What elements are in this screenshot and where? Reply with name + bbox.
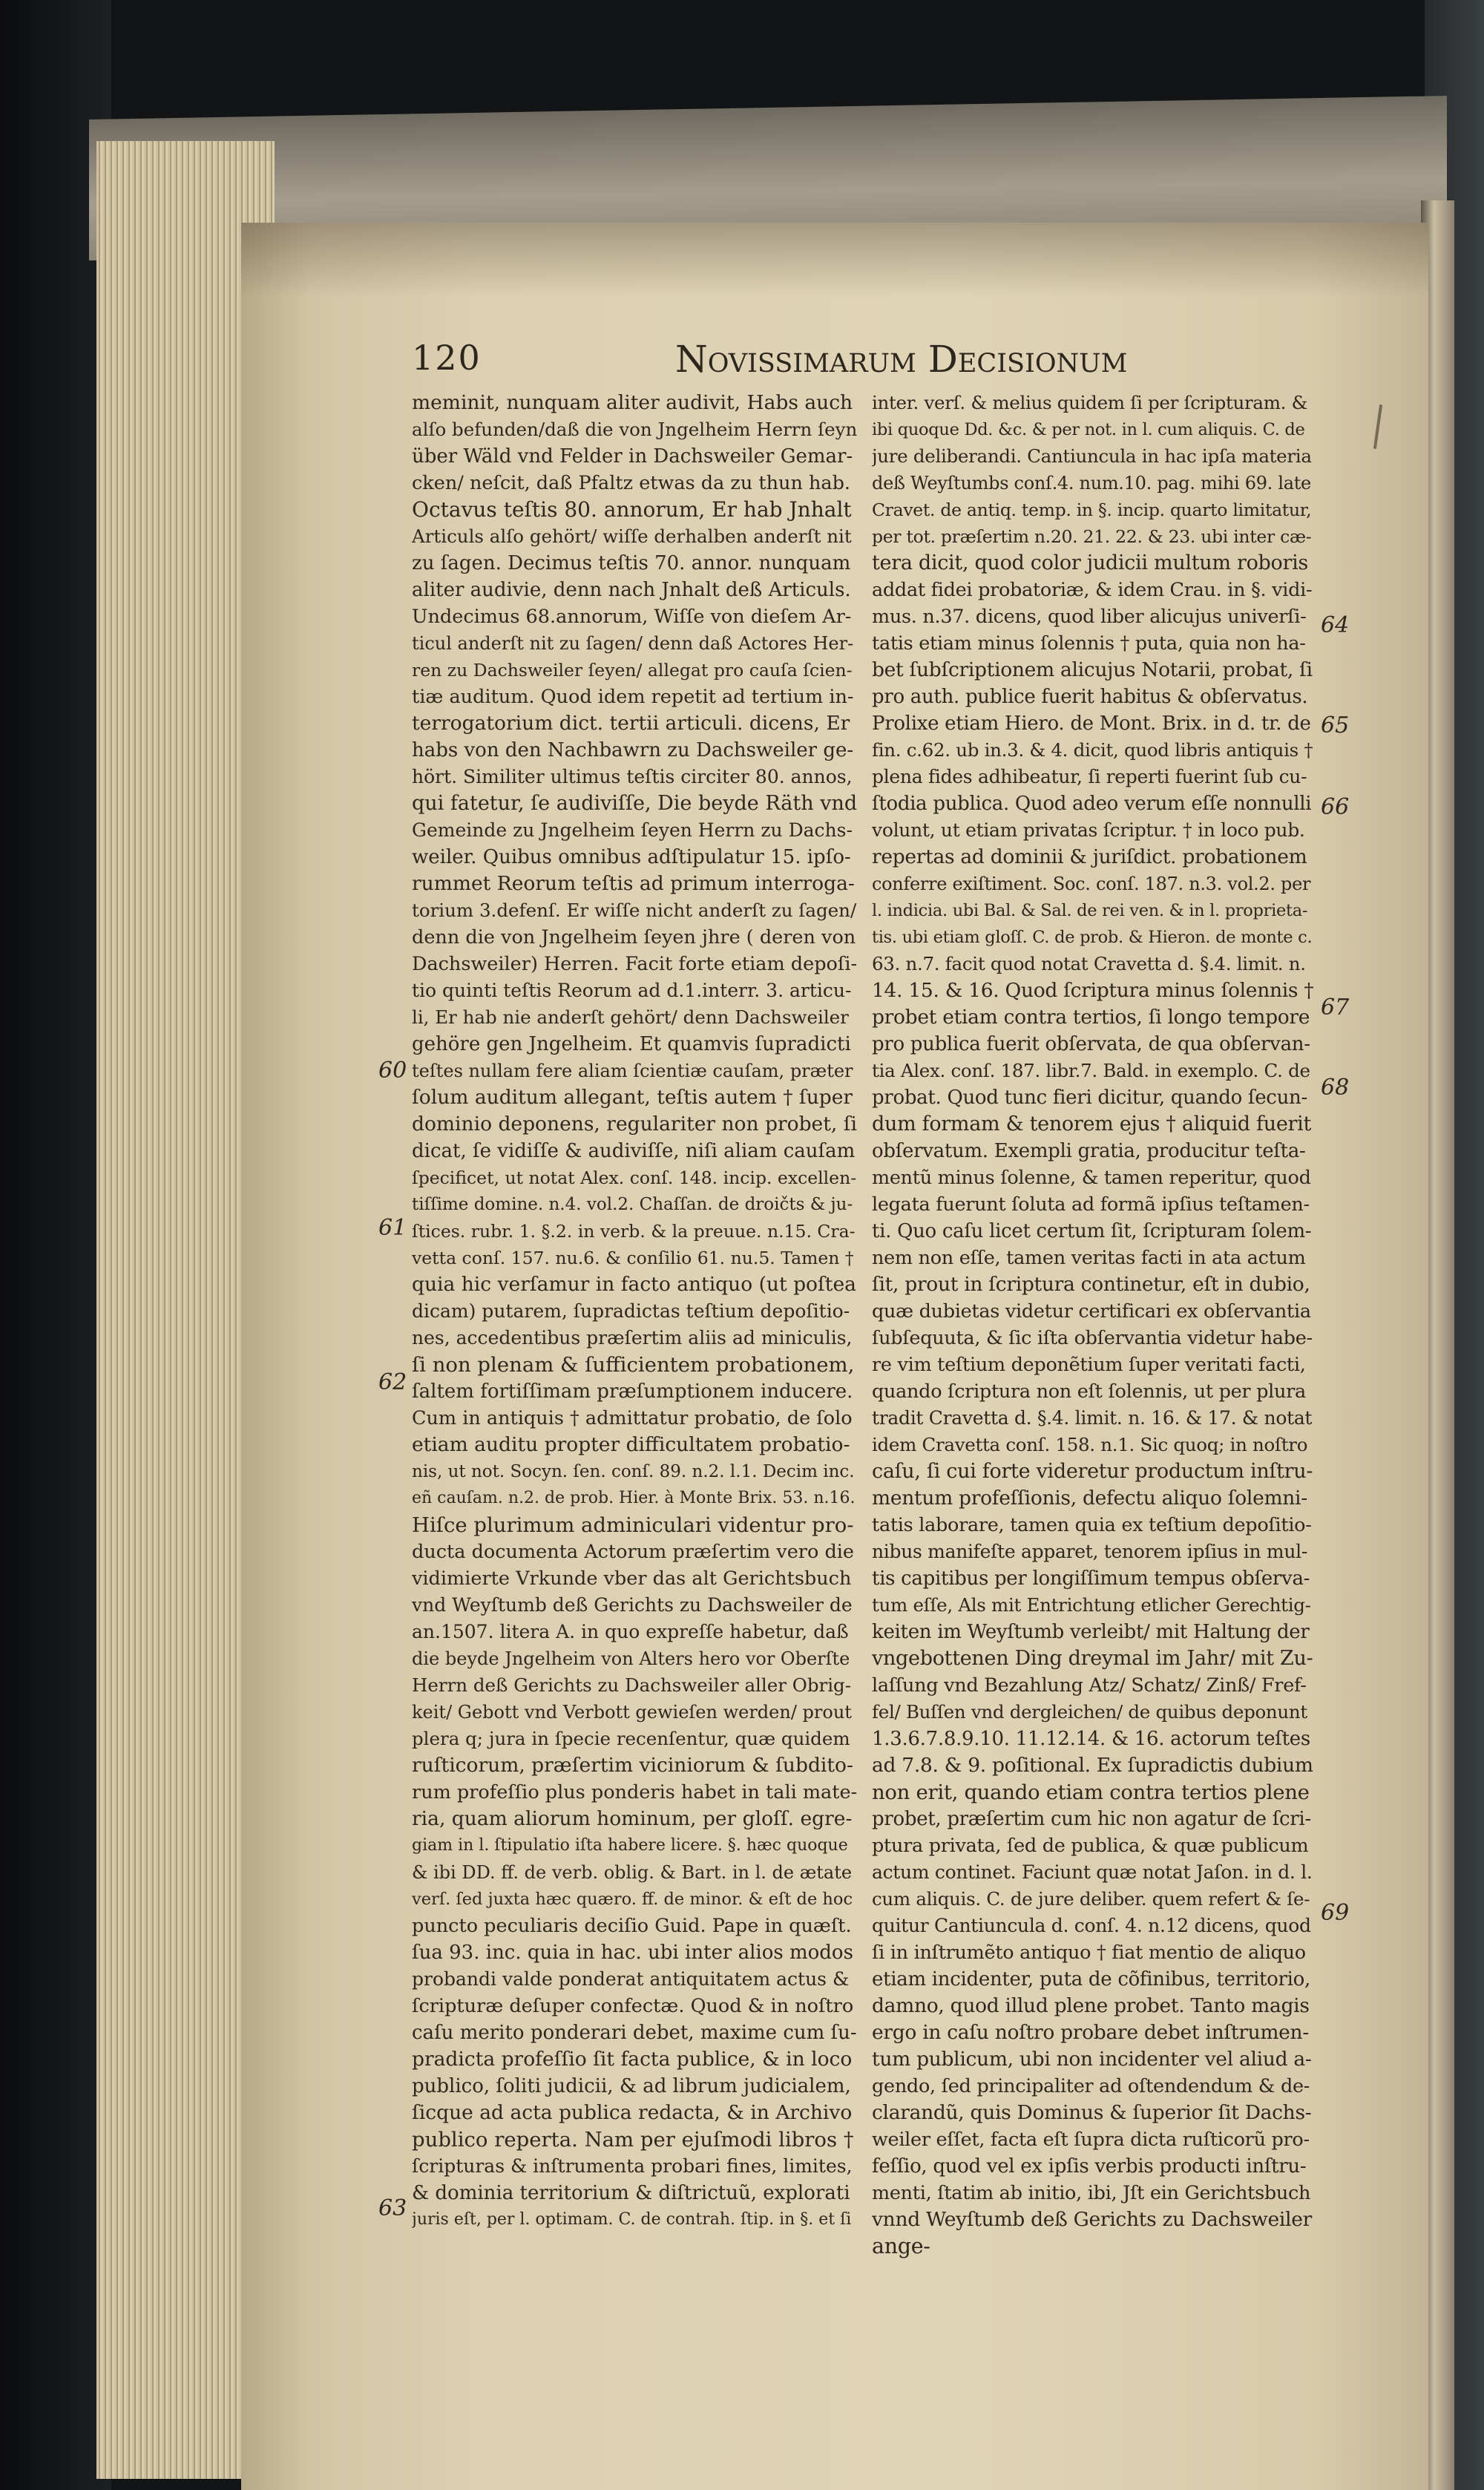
text-line: ſi non plenam & ſufficientem probationem, (412, 1353, 855, 1377)
text-line: clarandũ, quis Dominus & ſuperior ſit Dachs- (872, 2101, 1312, 2124)
text-line: tatis etiam minus ſolennis † puta, quia non ha- (872, 632, 1306, 655)
text-line: tum publicum, ubi non incidenter vel aliud a- (872, 2048, 1312, 2071)
text-line: ſubſequuta, & ſic iſta obſervantia videtur habe- (872, 1327, 1313, 1349)
text-line: ſi in inſtrumẽto antiquo † fiat mentio de aliquo (872, 1942, 1306, 1964)
page-shadow (241, 223, 1428, 297)
text-line: terrogatorium dict. tertii articuli. dicens, Er (412, 712, 850, 735)
text-line: aliter audivie, denn nach Jnhalt deß Articuls. (412, 579, 851, 601)
text-line: an.1507. litera A. in quo expreſſe habetur, daß (412, 1621, 849, 1642)
text-line: weiler. Quibus omnibus adſtipulatur 15. ipſo- (412, 846, 851, 868)
text-line: inter. verſ. & melius quidem ſi per ſcripturam. & (872, 392, 1308, 413)
text-line: zu ſagen. Decimus teſtis 70. annor. nunquam (412, 552, 851, 574)
text-line: ſaltem fortiſſimam præſumptionem inducere. (412, 1380, 853, 1403)
text-line: pro publica fuerit obſervata, de qua obſervan- (872, 1033, 1310, 1055)
text-line: juris eſt, per l. optimam. C. de contrah. ſtip. in §. et ſi (412, 2210, 852, 2229)
text-line: per tot. præſertim n.20. 21. 22. & 23. ubi inter cæ- (872, 526, 1312, 547)
text-line: tia Alex. conſ. 187. libr.7. Bald. in exemplo. C. de (872, 1060, 1310, 1081)
text-line: hört. Similiter ultimus teſtis circiter 80. annos, (412, 766, 853, 787)
text-line: mus. n.37. dicens, quod liber alicujus univerſi- (872, 606, 1307, 628)
text-line: mentum profeſſionis, defectu aliquo ſolemni- (872, 1487, 1307, 1510)
text-line: idem Cravetta conſ. 158. n.1. Sic quoq; in noſtro (872, 1434, 1308, 1455)
text-line: tatis laborare, tamen quia ex teſtium depoſitio- (872, 1514, 1312, 1536)
text-line: deß Weyſtumbs conſ.4. num.10. pag. mihi 69. late (872, 473, 1311, 494)
text-line: probat. Quod tunc fieri dicitur, quando ſecun- (872, 1087, 1307, 1109)
text-line: quitur Cantiuncula d. conſ. 4. n.12 dicens, quod (872, 1915, 1311, 1936)
text-line: non erit, quando etiam contra tertios plene (872, 1780, 1310, 1804)
margin-note-61: 61 (378, 1215, 407, 1241)
text-line: meminit, nunquam aliter audivit, Habs auch (412, 391, 853, 414)
text-line: addat fidei probatoriæ, & idem Crau. in §. vidi- (872, 579, 1313, 601)
text-line: tio quinti teſtis Reorum ad d.1.interr. 3. articu- (412, 980, 852, 1001)
text-line: damno, quod illud plene probet. Tanto magis (872, 1994, 1310, 2017)
text-line: li, Er hab nie anderſt gehört/ denn Dachsweiler (412, 1006, 849, 1028)
text-line: dominio deponens, regulariter non probet, ſi (412, 1113, 857, 1136)
text-line: nes, accedentibus præſertim aliis ad miniculis, (412, 1327, 853, 1349)
text-line: qui fatetur, ſe audiviſſe, Die beyde Räth vnd (412, 792, 857, 815)
left-text-column (412, 390, 857, 2233)
text-line: eñ cauſam. n.2. de prob. Hier. à Monte Brix. 53. n.16. (412, 1489, 856, 1507)
text-line: caſu merito ponderari debet, maxime cum ſu- (412, 2022, 857, 2044)
text-line: ſit, prout in ſcriptura continetur, eſt in dubio, (872, 1273, 1310, 1296)
text-line: cum aliquis. C. de jure deliber. quem refert & ſe- (872, 1888, 1310, 1910)
text-line: Hiſce plurimum adminiculari videntur pro- (412, 1513, 854, 1537)
text-line: plera q; jura in ſpecie recenſentur, quæ quidem (412, 1728, 850, 1749)
text-line: conferre exiſtiment. Soc. conſ. 187. n.3. vol.2. per (872, 874, 1311, 894)
text-line: cken/ neſcit, daß Pfaltz etwas da zu thun hab. (412, 472, 851, 494)
text-line: legata fuerunt ſoluta ad formã ipſius teſtamen- (872, 1193, 1310, 1216)
text-line: ad 7.8. & 9. poſitional. Ex ſupradictis dubium (872, 1754, 1313, 1777)
text-line: quando ſcriptura non eſt ſolennis, ut per plura (872, 1380, 1306, 1403)
text-line: publico, ſoliti judicii, & ad librum judicialem, (412, 2075, 851, 2097)
text-line: ſtodia publica. Quod adeo verum eſſe nonnulli (872, 793, 1312, 815)
text-line: feſſio, quod vel ex ipſis verbis producti inſtru- (872, 2155, 1307, 2178)
text-line: Undecimus 68.annorum, Wiſſe von dieſem Ar- (412, 606, 852, 628)
text-line: dicam) putarem, ſupradictas teſtium depoſitio- (412, 1300, 850, 1322)
text-line: etiam incidenter, puta de cõfinibus, territorio, (872, 1968, 1310, 1991)
text-line: keit/ Gebott vnd Verbott gewieſen werden/ prout (412, 1702, 852, 1723)
text-line: ſolum auditum allegant, teſtis autem † ſuper (412, 1086, 853, 1109)
text-line: & dominia territorium & diſtrictuũ, explorati (412, 2182, 850, 2204)
text-line: Cum in antiquis † admittatur probatio, de ſolo (412, 1407, 853, 1429)
text-line: 63. n.7. facit quod notat Cravetta d. §.4. limit. n. (872, 953, 1306, 974)
text-line: 1.3.6.7.8.9.10. 11.12.14. & 16. actorum teſtes (872, 1728, 1310, 1750)
text-line: publico reperta. Nam per ejuſmodi libros † (412, 2128, 854, 2152)
text-line: menti, ſtatim ab initio, ibi, Jſt ein Gerichtsbuch (872, 2182, 1311, 2204)
text-line: Herrn deß Gerichts zu Dachsweiler aller Obrig- (412, 1674, 852, 1696)
text-line: mentũ minus ſolenne, & tamen reperitur, quod (872, 1167, 1311, 1189)
margin-note-60: 60 (378, 1058, 407, 1084)
text-line: alſo befunden/daß die von Jngelheim Herrn ſeyn (412, 419, 857, 440)
text-line: ſpecificet, ut notat Alex. conſ. 148. incip. excellen- (412, 1167, 857, 1188)
text-line: nem non eſſe, tamen veritas facti in ata actum (872, 1247, 1306, 1269)
text-line: tis capitibus per longiſſimum tempus obſerva- (872, 1567, 1310, 1590)
text-line: puncto peculiaris deciſio Guid. Pape in quæſt. (412, 1915, 852, 1937)
text-line: ti. Quo caſu licet certum ſit, ſcripturam ſolem- (872, 1220, 1312, 1242)
text-line: etiam auditu propter difficultatem probatio- (412, 1433, 850, 1456)
text-line: gehöre gen Jngelheim. Et quamvis ſupradicti (412, 1033, 851, 1055)
text-line: Dachsweiler) Herren. Facit forte etiam depoſi- (412, 953, 857, 975)
text-line: rum profeſſio plus ponderis habet in tali mate- (412, 1781, 857, 1803)
text-line: ſcripturas & inſtrumenta probari fines, limites, (412, 2155, 853, 2177)
text-line: quæ dubietas videtur certificari ex obſervantia (872, 1300, 1311, 1323)
text-line: l. indicia. ubi Bal. & Sal. de rei ven. & in l. proprieta- (872, 901, 1308, 920)
text-line: Cravet. de antiq. temp. in §. incip. quarto limitatur, (872, 499, 1312, 520)
text-line: nis, ut not. Socyn. ſen. conſ. 89. n.2. l.1. Decim inc. (412, 1462, 855, 1481)
text-line: quia hic verſamur in facto antiquo (ut poſtea (412, 1273, 856, 1296)
page-number: 120 (412, 338, 482, 378)
text-line: 14. 15. & 16. Quod ſcriptura minus ſolennis † (872, 979, 1313, 1002)
margin-note-67: 67 (1321, 995, 1350, 1020)
text-line: giam in l. ſtipulatio iſta habere licere. §. hæc quoque (412, 1836, 848, 1855)
text-line: caſu, ſi cui forte videretur productum inſtru- (872, 1460, 1313, 1483)
text-line: ſua 93. inc. quia in hac. ubi inter alios modos (412, 1942, 853, 1964)
text-line: tiæ auditum. Quod idem repetit ad tertium in- (412, 686, 854, 708)
text-line: actum continet. Faciunt quæ notat Jaſon. in d. l. (872, 1861, 1313, 1883)
text-line: ducta documenta Actorum præſertim vero die (412, 1541, 855, 1563)
margin-note-65: 65 (1321, 712, 1350, 738)
text-line: jure deliberandi. Cantiuncula in hac ipſa materia (872, 445, 1312, 467)
margin-note-64: 64 (1321, 612, 1350, 638)
text-line: vnnd Weyſtumb deß Gerichts zu Dachsweiler (872, 2208, 1312, 2231)
text-line: über Wäld vnd Felder in Dachsweiler Gemar- (412, 445, 853, 468)
text-line: ſtices. rubr. 1. §.2. in verb. & la preuue. n.15. Cra- (412, 1221, 856, 1242)
text-line: vnd Weyſtumb deß Gerichts zu Dachsweiler de (412, 1594, 853, 1616)
text-line: probet etiam contra tertios, ſi longo tempore (872, 1006, 1310, 1029)
text-line: tum eſſe, Als mit Entrichtung etlicher Gerechtig- (872, 1594, 1311, 1616)
text-line: ria, quam aliorum hominum, per gloſſ. egre- (412, 1807, 853, 1830)
text-line: habs von den Nachbawrn zu Dachsweiler ge- (412, 739, 854, 761)
text-line: tiſſime domine. n.4. vol.2. Chaſſan. de droičts & ju- (412, 1195, 853, 1214)
text-line: gendo, ſed principaliter ad oſtendendum & de- (872, 2075, 1310, 2097)
text-line: ibi quoque Dd. &c. & per not. in l. cum aliquis. C. de (872, 420, 1305, 439)
text-line: ruſticorum, præſertim viciniorum & ſubdito- (412, 1754, 853, 1777)
text-line: ange- (872, 2234, 930, 2258)
text-line: ſcripturæ deſuper confectæ. Quod & in noſtro (412, 1995, 854, 2017)
book-cover-left (0, 0, 111, 2490)
text-line: volunt, ut etiam privatas ſcriptur. † in loco pub. (872, 819, 1305, 841)
text-line: vngebottenen Ding dreymal im Jahr/ mit Zu- (872, 1647, 1313, 1670)
text-line: pradicta profeſſio ſit facta publice, & in loco (412, 2048, 853, 2071)
margin-note-69: 69 (1321, 1900, 1350, 1926)
text-line: ergo in caſu noſtro probare debet inſtrumen- (872, 2021, 1309, 2044)
text-line: vidimierte Vrkunde vber das alt Gerichtsbuch (412, 1567, 852, 1590)
text-line: & ibi DD. ff. de verb. oblig. & Bart. in l. de ætate (412, 1862, 853, 1883)
text-line: obſervatum. Exempli gratia, producitur teſta- (872, 1140, 1306, 1162)
text-line: Octavus teſtis 80. annorum, Er hab Jnhalt (412, 497, 852, 522)
text-line: repertas ad dominii & juriſdict. probationem (872, 845, 1307, 868)
text-line: nibus manifeſte apparet, tenorem ipſius in mul- (872, 1541, 1307, 1562)
text-line: vetta conſ. 157. nu.6. & conſilio 61. nu.5. Tamen † (412, 1248, 854, 1268)
text-line: Articuls alſo gehört/ wiſſe derhalben anderſt nit (412, 525, 852, 547)
margin-note-62: 62 (378, 1369, 407, 1395)
text-line: probet, præſertim cum hic non agatur de ſcri- (872, 1808, 1311, 1830)
margin-note-63: 63 (378, 2195, 407, 2221)
text-line: ptura privata, ſed de publica, & quæ publicum (872, 1835, 1309, 1857)
text-line: denn die von Jngelheim ſeyen jhre ( deren von (412, 926, 856, 949)
text-line: ticul anderſt nit zu ſagen/ denn daß Actores Her- (412, 633, 854, 654)
text-line: die beyde Jngelheim von Alters hero vor Oberſte (412, 1648, 850, 1669)
text-line: probandi valde ponderat antiquitatem actus & (412, 1968, 850, 1990)
text-line: fin. c.62. ub in.3. & 4. dicit, quod libris antiquis † (872, 739, 1313, 761)
text-line: ſicque ad acta publica redacta, & in Archivo (412, 2101, 853, 2124)
text-line: tera dicit, quod color judicii multum roboris (872, 551, 1308, 574)
text-line: tis. ubi etiam gloſſ. C. de prob. & Hieron. de monte c. (872, 928, 1313, 947)
text-line: teſtes nullam fere aliam ſcientiæ cauſam, præter (412, 1061, 853, 1081)
margin-note-66: 66 (1321, 794, 1350, 820)
text-line: torium 3.defenſ. Er wiſſe nicht anderſt zu ſagen/ (412, 900, 857, 921)
text-line: dicat, ſe vidiſſe & audiviſſe, niſi aliam cauſam (412, 1140, 856, 1162)
text-line: dum formam & tenorem ejus † aliquid fuerit (872, 1113, 1312, 1136)
text-line: bet ſubſcriptionem alicujus Notarii, probat, ſi (872, 658, 1313, 681)
text-line: tradit Cravetta d. §.4. limit. n. 16. & 17. & notat (872, 1407, 1313, 1429)
text-line: laſſung vnd Bezahlung Atz/ Schatz/ Zinß/ Fref- (872, 1674, 1307, 1697)
page-header (412, 338, 1428, 390)
text-line: fel/ Buſſen vnd dergleichen/ de quibus deponunt (872, 1701, 1307, 1723)
margin-note-68: 68 (1321, 1075, 1350, 1101)
text-line: keiten im Weyſtumb verleibt/ mit Haltung der (872, 1621, 1310, 1643)
text-line: rummet Reorum teſtis ad primum interroga- (412, 872, 855, 895)
right-text-column (872, 390, 1313, 2260)
text-line: Gemeinde zu Jngelheim ſeyen Herrn zu Dachs- (412, 819, 853, 841)
text-line: weiler eſſet, facta eſt ſupra dicta ruſticorũ pro- (872, 2129, 1310, 2151)
text-line: re vim teſtium deponẽtium ſuper veritati facti, (872, 1354, 1306, 1376)
text-line: ren zu Dachsweiler ſeyen/ allegat pro cauſa ſcien- (412, 660, 853, 681)
text-line: verſ. ſed juxta hæc quæro. ff. de minor. & eſt de hoc (412, 1890, 853, 1909)
text-line: Prolixe etiam Hiero. de Mont. Brix. in d. tr. de (872, 712, 1311, 735)
text-line: plena fides adhibeatur, ſi reperti fuerint ſub cu- (872, 766, 1307, 787)
running-title: Noviſſimarum Deciſionum (675, 338, 1128, 381)
text-line: pro auth. publice fuerit habitus & obſervatus. (872, 686, 1308, 708)
